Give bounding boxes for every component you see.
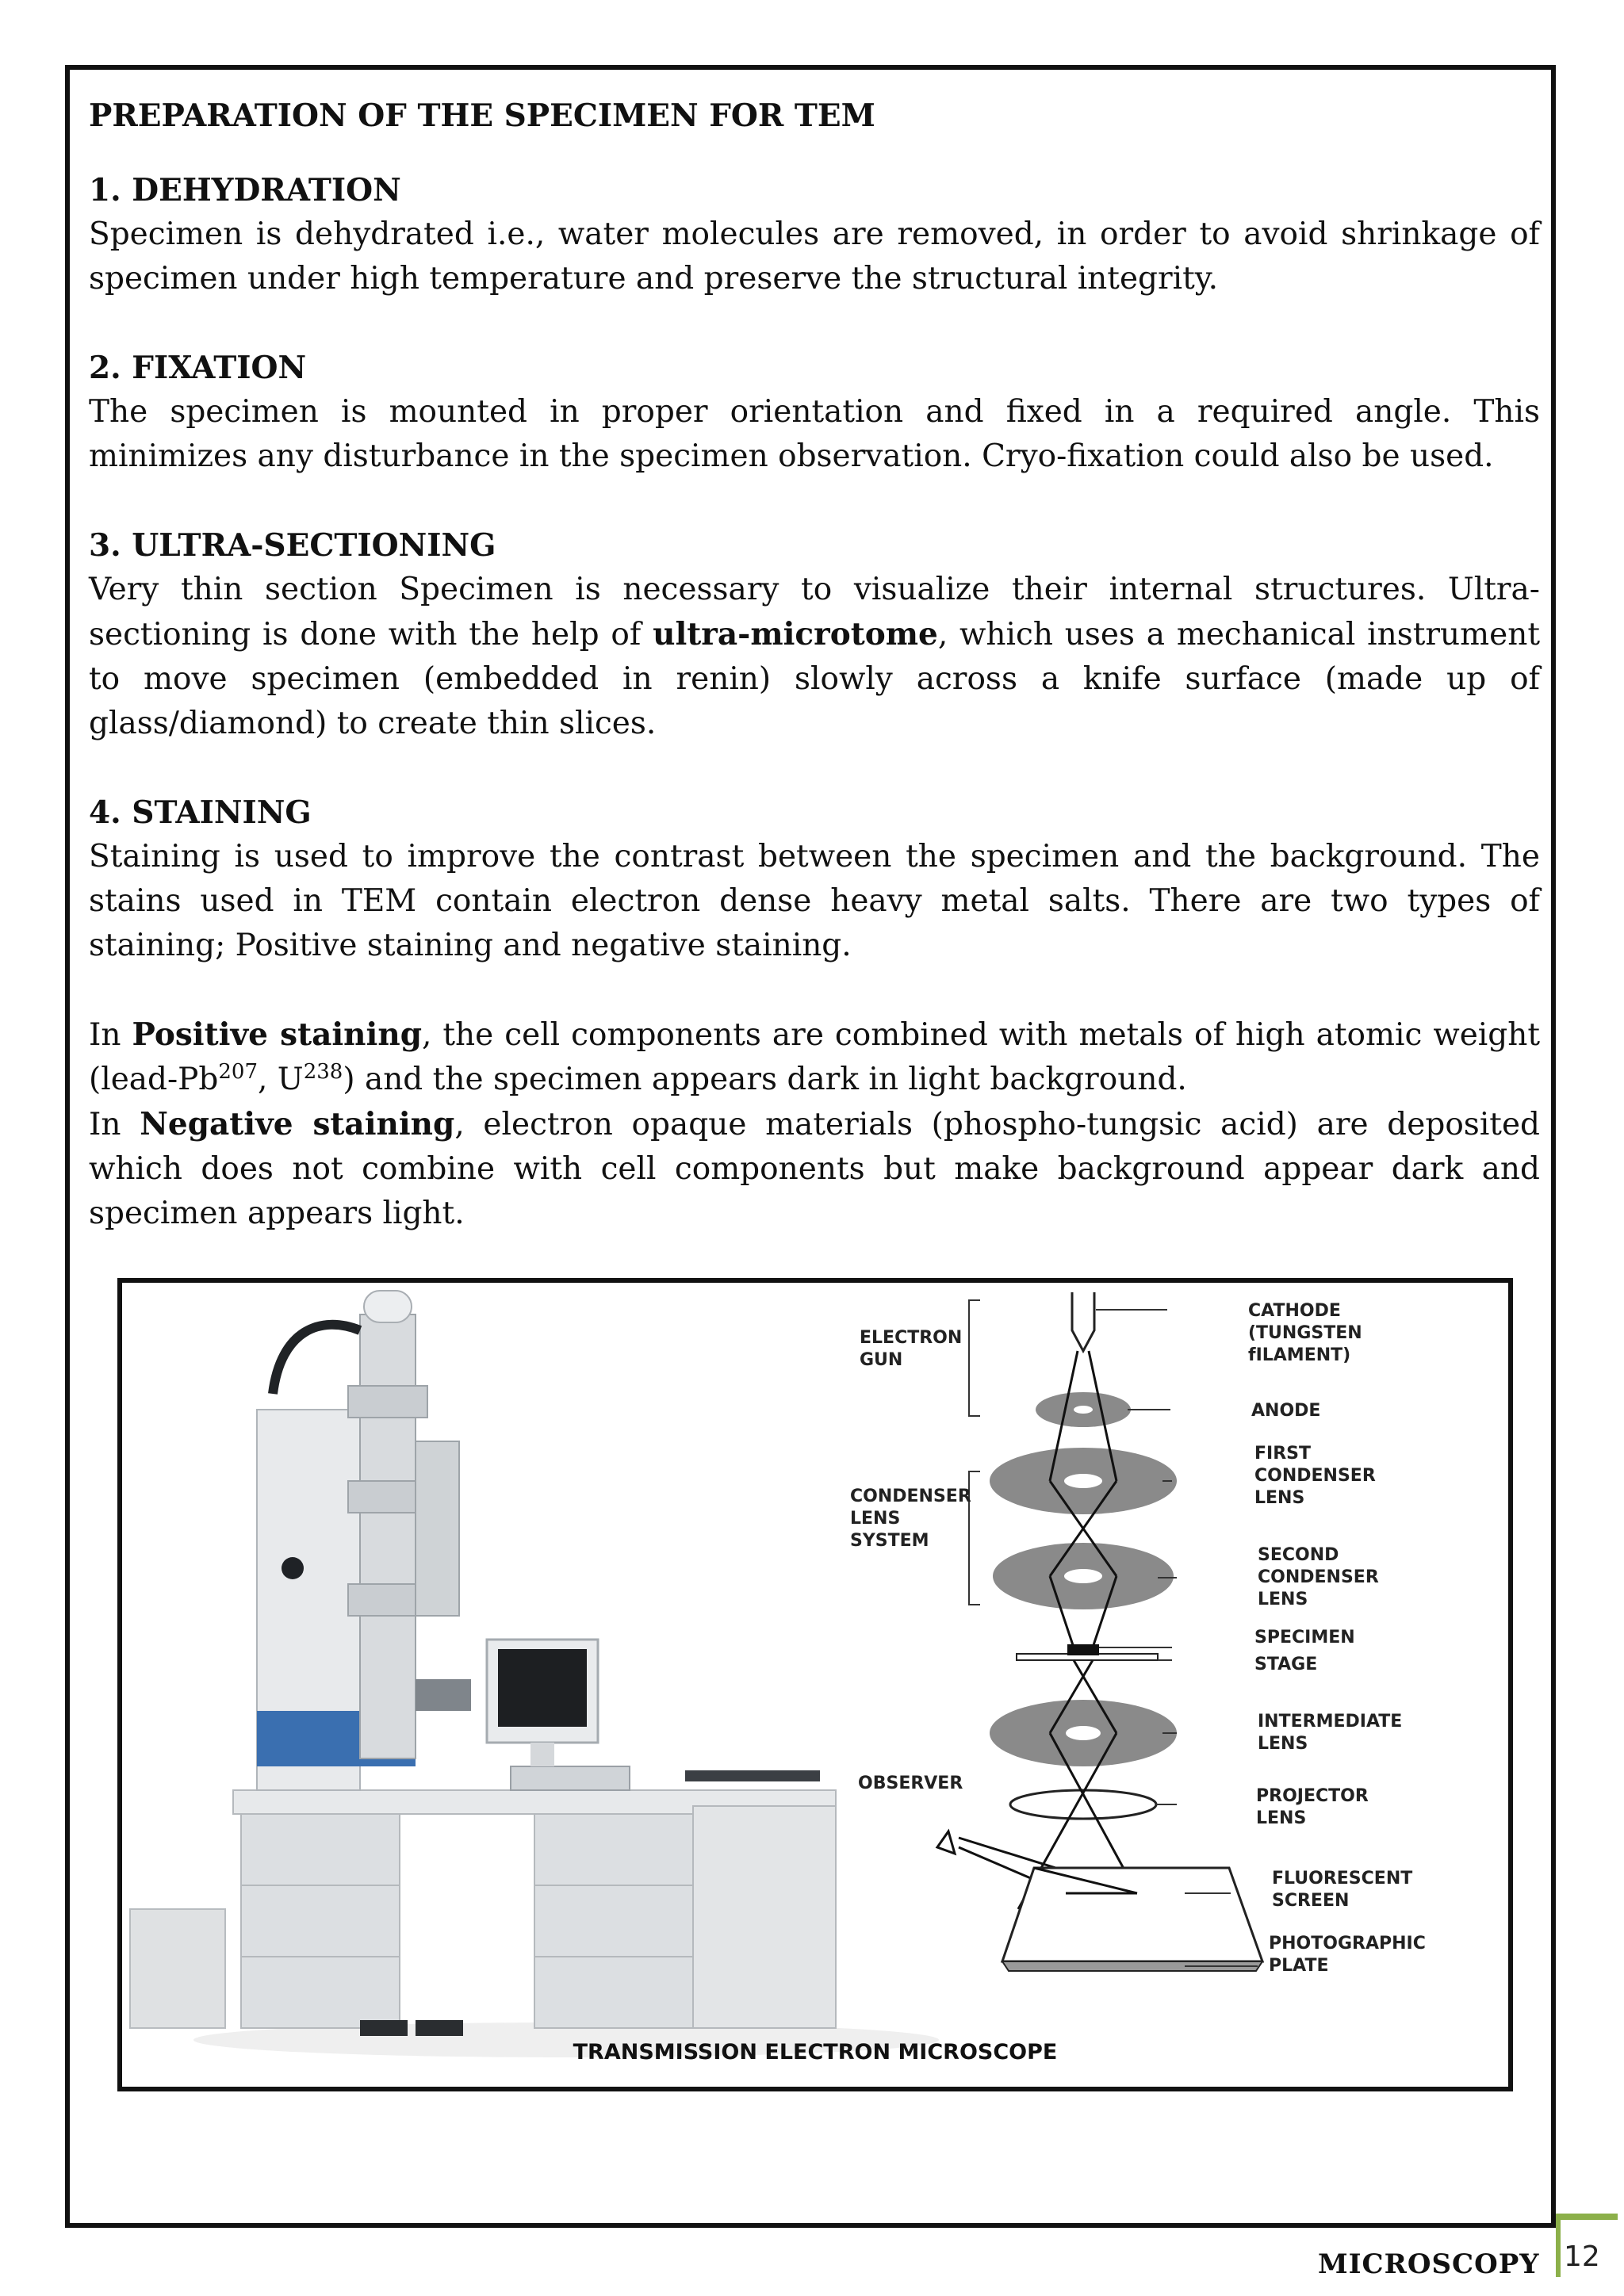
- main-content: [89, 94, 1540, 1236]
- tem-schematic: [850, 1292, 1426, 1976]
- electron-beam-rays: [1018, 1351, 1137, 1909]
- figure-caption: TRANSMISSION ELECTRON MICROSCOPE: [573, 2040, 1058, 2064]
- label-fluorescent-2: SCREEN: [1272, 1891, 1350, 1911]
- label-first-2: CONDENSER: [1254, 1466, 1376, 1486]
- label-cathode-1: CATHODE: [1248, 1301, 1341, 1321]
- fluorescent-screen: [1002, 1868, 1262, 1961]
- label-observer: OBSERVER: [858, 1774, 963, 1793]
- label-photographic-2: PLATE: [1269, 1956, 1329, 1976]
- section-heading-staining: 4. STAINING: [89, 794, 312, 831]
- label-cathode-2: (TUNGSTEN: [1248, 1323, 1362, 1343]
- label-intermediate-1: INTERMEDIATE: [1258, 1712, 1403, 1732]
- section-heading-fixation: 2. FIXATION: [89, 350, 307, 386]
- label-projector-2: LENS: [1256, 1808, 1307, 1828]
- label-cathode-3: fILAMENT): [1248, 1345, 1351, 1365]
- second-condenser-lens: [993, 1543, 1174, 1609]
- page-number: 12: [1564, 2241, 1600, 2273]
- negative-staining-paragraph: In Negative staining, electron opaque materials (phospho-tungsic acid) are deposited which does not combine with cell components but make background appear dark and specimen appears light.: [89, 1106, 1541, 1231]
- label-photographic-1: PHOTOGRAPHIC: [1269, 1934, 1426, 1954]
- label-condenser-3: SYSTEM: [850, 1531, 929, 1551]
- label-projector-1: PROJECTOR: [1256, 1786, 1369, 1806]
- label-second-3: LENS: [1258, 1590, 1308, 1609]
- label-condenser-2: LENS: [850, 1509, 901, 1529]
- ultra-microtome-term: ultra-microtome: [653, 616, 938, 652]
- positive-staining-paragraph: In Positive staining, the cell components are combined with metals of high atomic weight (lead-Pb$^{207}$, $U^{238}$) and the specimen appears dark in light background.: [89, 1016, 1541, 1097]
- label-second-2: CONDENSER: [1258, 1567, 1379, 1587]
- label-first-1: FIRST: [1254, 1444, 1312, 1464]
- label-intermediate-2: LENS: [1258, 1734, 1308, 1754]
- tem-machine-image: [130, 1291, 939, 2057]
- cathode-filament: [1072, 1292, 1094, 1351]
- section-text-staining: Staining is used to improve the contrast between the specimen and the background. The stains used in TEM contain electron dense heavy metal salts. There are two types of staining; Positive staining and negative staining.: [89, 839, 1540, 963]
- label-electron-gun-2: GUN: [860, 1350, 903, 1370]
- section-heading-dehydration: 1. DEHYDRATION: [89, 172, 401, 209]
- section-heading-ultra-sectioning: 3. ULTRA-SECTIONING: [89, 527, 496, 564]
- positive-staining-term: Positive staining: [132, 1016, 422, 1053]
- label-fluorescent-1: FLUORESCENT: [1272, 1869, 1413, 1888]
- section-text-fixation: The specimen is mounted in proper orientation and fixed in a required angle. This minimizes any disturbance in the specimen observation. Cryo-fixation could also be used.: [89, 394, 1540, 474]
- label-specimen: SPECIMEN: [1254, 1628, 1355, 1647]
- electron-gun-bracket: [969, 1300, 980, 1416]
- page-corner-mark: [1556, 2214, 1618, 2220]
- label-electron-gun-1: ELECTRON: [860, 1328, 963, 1348]
- negative-staining-term: Negative staining: [140, 1106, 455, 1142]
- label-first-3: LENS: [1254, 1488, 1305, 1508]
- page-corner-mark-vertical: [1556, 2214, 1561, 2277]
- tem-illustration: [122, 1283, 1508, 2087]
- section-text-dehydration: Specimen is dehydrated i.e., water molecules are removed, in order to avoid shrinkage of specimen under high temperature and preserve the structural integrity.: [89, 216, 1540, 297]
- page-title: PREPARATION OF THE SPECIMEN FOR TEM: [89, 98, 875, 134]
- anode-lens: [1036, 1392, 1131, 1427]
- footer-subject-label: MICROSCOPY: [1318, 2248, 1540, 2280]
- section-text-ultra-sectioning: Very thin section Specimen is necessary to visualize their internal structures. Ultra-sectioning is done with the help of ultra-microtome, which uses a mechanical instrument to move specimen (embedded in renin) slowly across a knife surface (made up of glass/diamond) to create thin slices.: [89, 572, 1540, 741]
- intermediate-lens: [990, 1700, 1177, 1766]
- first-condenser-lens: [990, 1448, 1177, 1514]
- label-stage: STAGE: [1254, 1655, 1318, 1674]
- tem-figure: [117, 1278, 1513, 2091]
- label-second-1: SECOND: [1258, 1545, 1339, 1565]
- label-condenser-1: CONDENSER: [850, 1487, 971, 1506]
- label-anode: ANODE: [1251, 1401, 1321, 1421]
